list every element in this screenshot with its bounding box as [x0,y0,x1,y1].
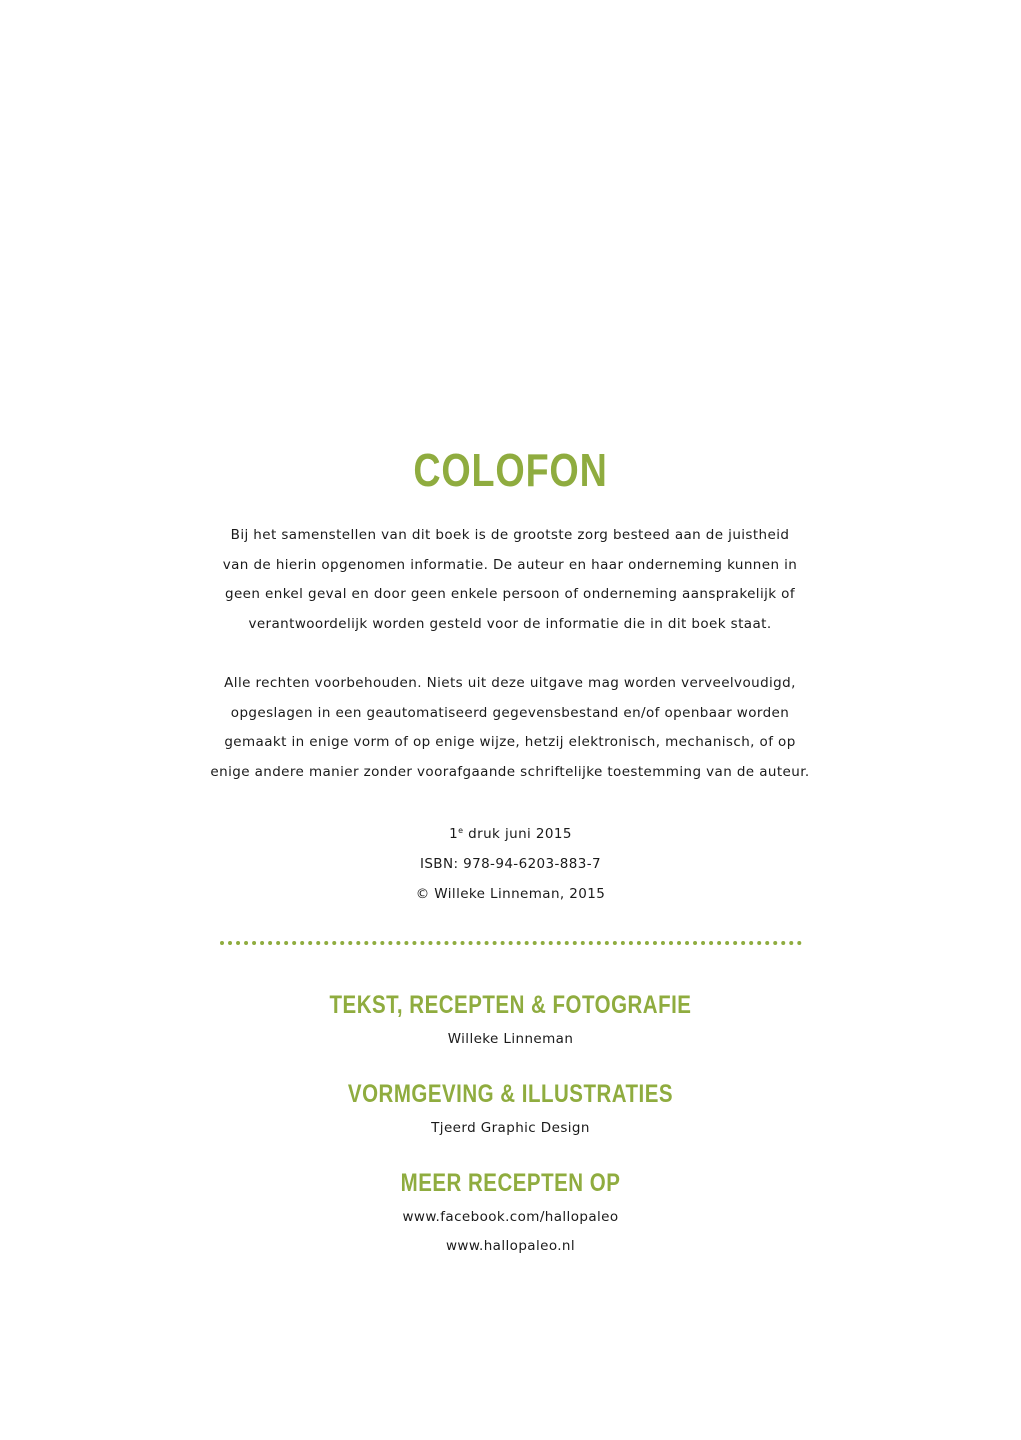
publication-info [0,816,1021,909]
edition-number: 1 [449,826,459,842]
rights-line: gemaakt in enige vorm of op enige wijze, hetzij elektronisch, mechanisch, of op [224,734,796,750]
edition-superscript: e [458,826,464,835]
dotted-divider [220,941,802,945]
disclaimer-line: geen enkel geval en door geen enkele persoon of onderneming aansprakelijk of [225,586,795,602]
credit-designer: Tjeerd Graphic Design [431,1120,590,1136]
edition-text: druk juni 2015 [463,826,572,842]
website-link: www.hallopaleo.nl [445,1238,576,1254]
disclaimer-line: van de hierin opgenomen informatie. De auteur en haar onderneming kunnen in [222,556,798,573]
copyright: © Willeke Linneman, 2015 [415,886,606,902]
rights-line: opgeslagen in een geautomatiseerd gegevensbestand en/of openbaar worden [230,704,790,721]
disclaimer-line: verantwoordelijk worden gesteld voor de informatie die in dit boek staat. [248,615,772,632]
isbn: ISBN: 978-94-6203-883-7 [419,856,602,872]
rights-line: Alle rechten voorbehouden. Niets uit deze uitgave mag worden verveelvoudigd, [224,675,796,691]
disclaimer-paragraph [160,521,860,639]
edition-line [0,816,1021,849]
rights-paragraph [160,669,860,787]
credit-heading-more: MEER RECEPTEN OP [400,1169,621,1197]
credit-author: Willeke Linneman [447,1031,574,1047]
credit-heading-design: VORMGEVING & ILLUSTRATIES [347,1080,674,1108]
facebook-link: www.facebook.com/hallopaleo [402,1209,619,1225]
rights-line: enige andere manier zonder voorafgaande schriftelijke toestemming van de auteur. [210,763,810,780]
disclaimer-line: Bij het samenstellen van dit boek is de grootste zorg besteed aan de juistheid [230,527,790,543]
credit-heading-text: TEKST, RECEPTEN & FOTOGRAFIE [329,991,692,1019]
page-title: COLOFON [413,444,608,496]
